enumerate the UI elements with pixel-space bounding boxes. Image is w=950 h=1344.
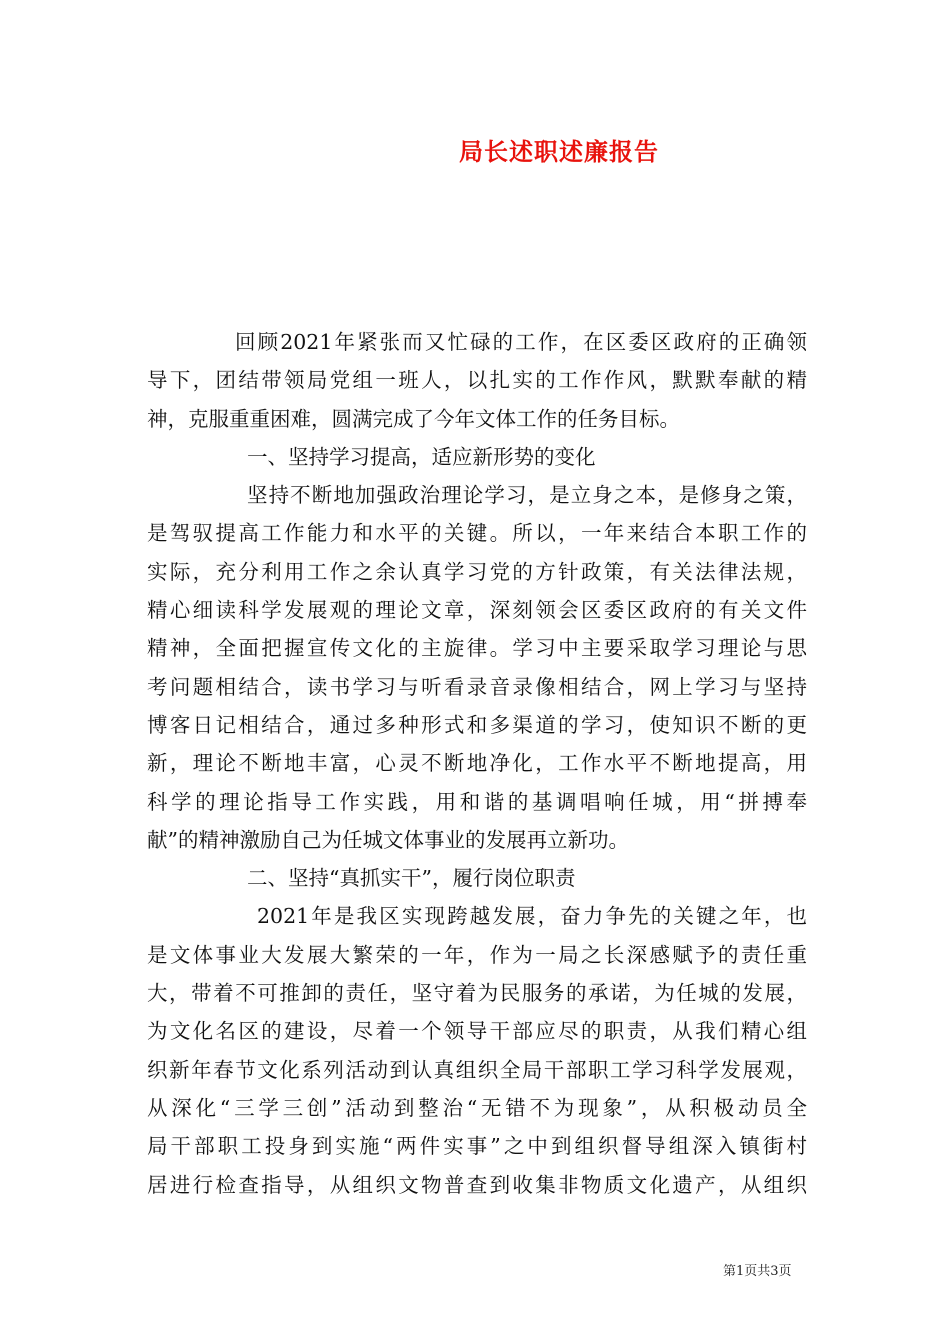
text-line: 新，理论不断地丰富，心灵不断地净化，工作水平不断地提高，用 [147,751,807,776]
text-line: 科学的理论指导工作实践，用和谐的基调唱响任城，用“拼搏奉 [147,789,807,814]
text-line: 织新年春节文化系列活动到认真组织全局干部职工学习科学发展观， [147,1057,807,1082]
section-heading: 一、坚持学习提高，适应新形势的变化 [247,444,596,469]
text-line: 2021年是我区实现跨越发展，奋力争先的关键之年，也 [257,904,807,929]
text-line: 精神，全面把握宣传文化的主旋律。学习中主要采取学习理论与思 [147,636,807,661]
section-heading: 二、坚持“真抓实干”，履行岗位职责 [247,866,576,891]
text-line: 坚持不断地加强政治理论学习，是立身之本，是修身之策， [247,483,807,508]
text-line: 是驾驭提高工作能力和水平的关键。所以，一年来结合本职工作的 [147,521,807,546]
text-line: 实际，充分利用工作之余认真学习党的方针政策，有关法律法规， [147,559,807,584]
page-number: 第1页共3页 [723,1264,792,1279]
text-line: 神，克服重重困难，圆满完成了今年文体工作的任务目标。 [147,406,680,431]
text-line: 考问题相结合，读书学习与听看录音录像相结合，网上学习与坚持 [147,674,807,699]
text-line: 导下，团结带领局党组一班人，以扎实的工作作风，默默奉献的精 [147,368,807,393]
text-line: 为文化名区的建设，尽着一个领导干部应尽的职责，从我们精心组 [147,1019,807,1044]
document-body [147,323,807,1204]
text-line: 居进行检查指导，从组织文物普查到收集非物质文化遗产，从组织 [147,1172,807,1197]
text-line: 精心细读科学发展观的理论文章，深刻领会区委区政府的有关文件 [147,598,807,623]
text-line: 回顾2021年紧张而又忙碌的工作，在区委区政府的正确领 [235,330,807,354]
text-line: 博客日记相结合，通过多种形式和多渠道的学习，使知识不断的更 [147,712,807,737]
text-line: 献”的精神激励自己为任城文体事业的发展再立新功。 [147,827,629,852]
text-line: 局干部职工投身到实施“两件实事”之中到组织督导组深入镇街村 [147,1134,807,1159]
text-line: 从深化“三学三创”活动到整治“无错不为现象”，从积极动员全 [147,1095,807,1120]
document-title: 局长述职述廉报告 [459,137,659,166]
text-line: 是文体事业大发展大繁荣的一年，作为一局之长深感赋予的责任重 [147,942,807,967]
text-line: 大，带着不可推卸的责任，坚守着为民服务的承诺，为任城的发展， [147,981,807,1006]
